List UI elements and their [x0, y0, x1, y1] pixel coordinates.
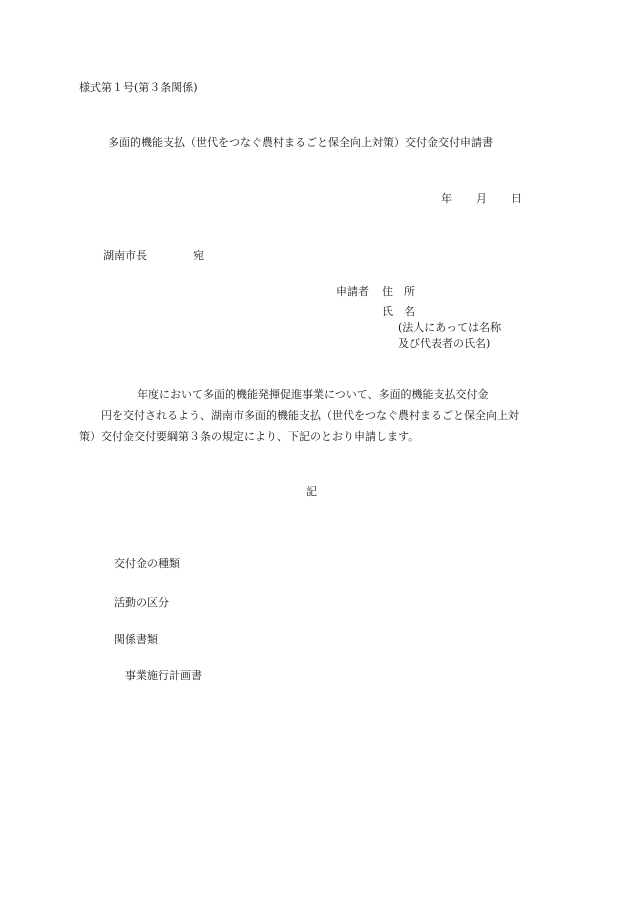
item-activity-category: 活動の区分	[114, 596, 169, 609]
item-related-documents: 関係書類	[114, 633, 158, 646]
date-day-label: 日	[511, 192, 522, 205]
addressee-suffix: 宛	[193, 249, 204, 262]
body-line-1: 年度において多面的機能発揮促進事業について、多面的機能支払交付金	[137, 388, 489, 401]
form-number: 様式第１号(第３条関係)	[79, 81, 198, 94]
applicant-name-label: 氏 名	[382, 305, 415, 318]
item-grant-type: 交付金の種類	[114, 557, 180, 570]
applicant-note-line2: 及び代表者の氏名)	[398, 337, 491, 350]
applicant-label: 申請者	[336, 285, 369, 298]
document-title: 多面的機能支払（世代をつなぐ農村まるごと保全向上対策）交付金交付申請書	[108, 136, 493, 149]
addressee-name: 湖南市長	[103, 249, 147, 262]
body-line-2: 円を交付されるよう、湖南市多面的機能支払（世代をつなぐ農村まるごと保全向上対	[101, 409, 519, 422]
ki-heading: 記	[306, 485, 317, 498]
date-year-label: 年	[441, 192, 452, 205]
body-line-3: 策）交付金交付要綱第３条の規定により、下記のとおり申請します。	[79, 430, 420, 443]
addressee	[103, 250, 204, 261]
date-month-label: 月	[476, 192, 487, 205]
applicant-address-label: 住 所	[382, 285, 415, 298]
item-business-plan: 事業施行計画書	[125, 669, 202, 682]
applicant-note-line1: (法人にあっては名称	[398, 321, 502, 334]
